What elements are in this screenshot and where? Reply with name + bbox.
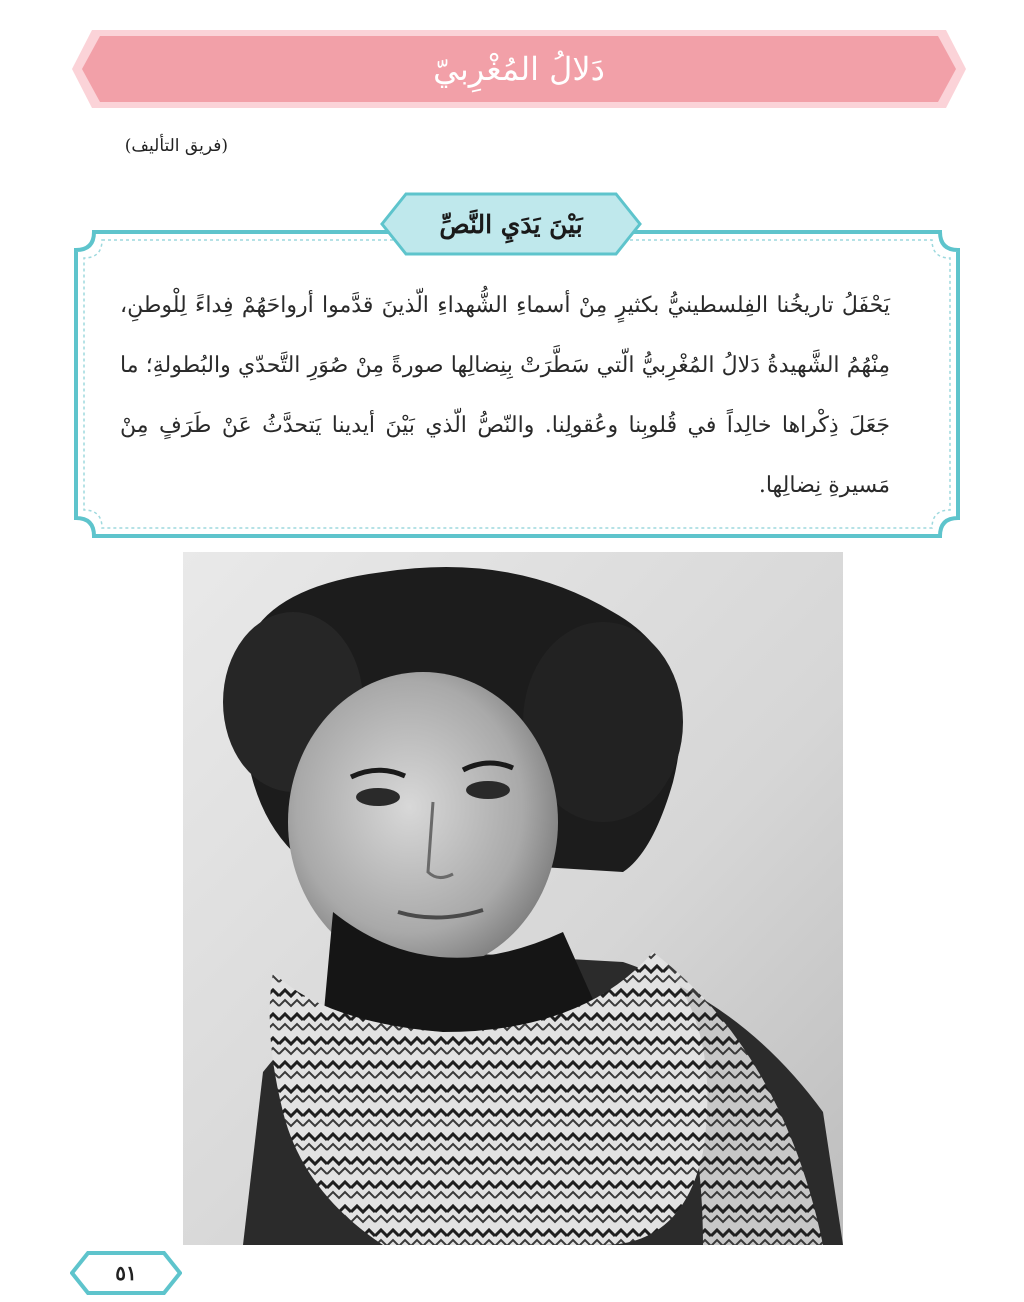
intro-paragraph: يَحْفَلُ تاريخُنا الفِلسطينيُّ بكثيرٍ مِنْ أسماءِ الشُّهداءِ الّذينَ قدَّموا أرواحَهُمْ فِداءً لِلْوطنِ، مِنْهُمُ الشَّهيدةُ دَلالُ المُغْرِبيُّ الّتي سَطَّرَتْ بِنِضالِها صورةً مِنْ صُوَرِ التَّحدّي والبُطولةِ؛ ما جَعَلَ ذِكْراها خالِداً في قُلوبِنا وعُقولِنا. والنّصُّ الّذي بَيْنَ أيدينا يَتحدَّثُ عَنْ طَرَفٍ مِنْ مَسيرةِ نِضالِها. (120, 293, 890, 498)
page-title: دَلالُ المُغْرِبيّ (433, 50, 605, 88)
page-number: ٥١ (115, 1261, 137, 1285)
portrait-photo (183, 552, 843, 1245)
intro-heading: بَيْنَ يَدَيِ النَّصِّ (439, 209, 583, 239)
author-credit: (فريق التأليف) (124, 136, 228, 156)
